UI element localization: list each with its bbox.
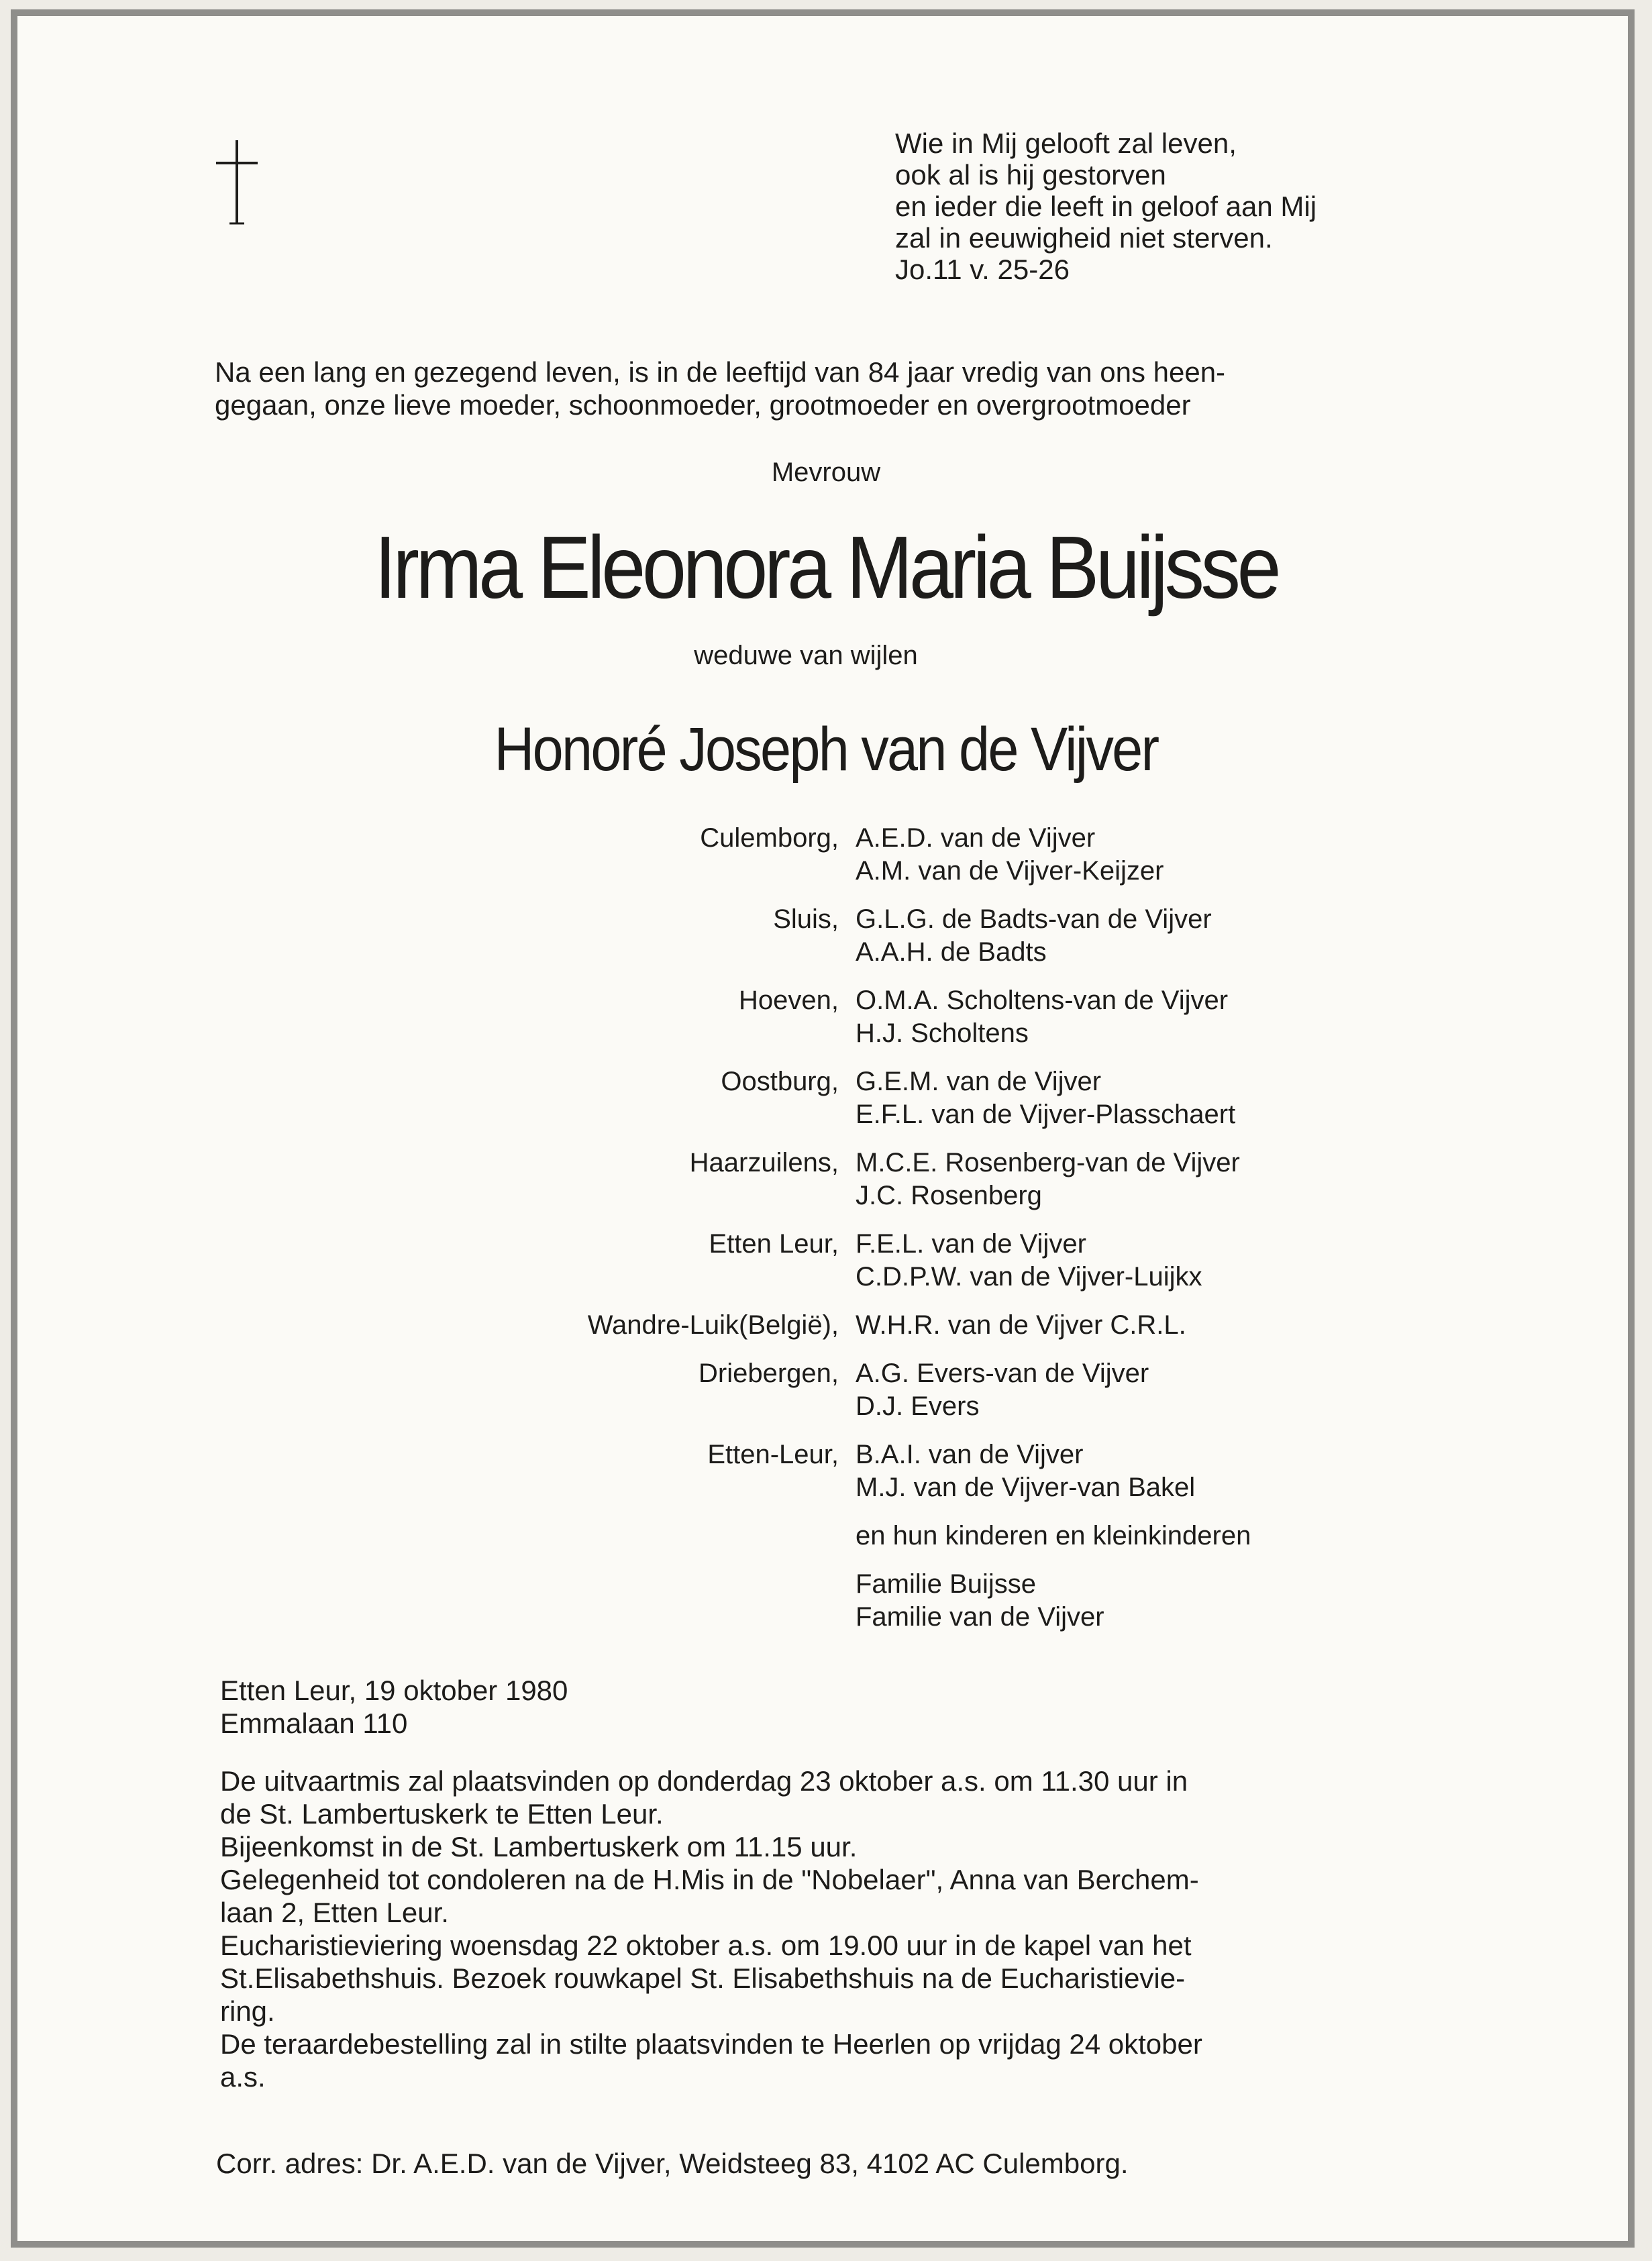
- family-place: Oostburg,: [721, 1067, 839, 1096]
- family-name: A.M. van de Vijver-Keijzer: [856, 856, 1164, 886]
- family-entry: [0, 984, 1652, 1050]
- funeral-arrangements: [220, 1765, 1202, 2093]
- spouse-name: Honoré Joseph van de Vijver: [494, 715, 1158, 784]
- family-name: M.J. van de Vijver-van Bakel: [856, 1473, 1196, 1502]
- extended-family-entry: [0, 1568, 1652, 1634]
- family-entry: [0, 822, 1652, 888]
- extended-family-line: Familie Buijsse: [856, 1569, 1036, 1599]
- honorific: Mevrouw: [771, 458, 881, 487]
- family-name: F.E.L. van de Vijver: [856, 1229, 1086, 1259]
- family-place: Driebergen,: [698, 1359, 839, 1388]
- verse-reference: Jo.11 v. 25-26: [895, 254, 1070, 285]
- verse-line: ook al is hij gestorven: [895, 159, 1166, 191]
- place-date-line: Etten Leur, 19 oktober 1980: [220, 1675, 568, 1706]
- verse-line: zal in eeuwigheid niet sterven.: [895, 222, 1273, 254]
- arrangement-line: de St. Lambertuskerk te Etten Leur.: [220, 1798, 664, 1830]
- verse-line: en ieder die leeft in geloof aan Mij: [895, 191, 1317, 222]
- family-name: J.C. Rosenberg: [856, 1181, 1042, 1210]
- family-entry: [0, 1147, 1652, 1212]
- family-place: Wandre-Luik(België),: [587, 1310, 839, 1340]
- arrangement-line: De teraardebestelling zal in stilte plaatsvinden te Heerlen op vrijdag 24 oktober: [220, 2028, 1202, 2060]
- family-entry: [0, 1228, 1652, 1294]
- deceased-name: Irma Eleonora Maria Buijsse: [374, 518, 1278, 617]
- family-name: W.H.R. van de Vijver C.R.L.: [856, 1310, 1186, 1340]
- family-entry: [0, 1065, 1652, 1131]
- family-entry: [0, 1309, 1652, 1342]
- family-name: A.G. Evers-van de Vijver: [856, 1359, 1149, 1388]
- verse-line: Wie in Mij gelooft zal leven,: [895, 127, 1237, 159]
- arrangement-line: laan 2, Etten Leur.: [220, 1897, 449, 1928]
- family-name: C.D.P.W. van de Vijver-Luijkx: [856, 1262, 1202, 1292]
- family-place: Culemborg,: [700, 823, 839, 853]
- family-name: B.A.I. van de Vijver: [856, 1440, 1084, 1469]
- grandchildren-line: en hun kinderen en kleinkinderen: [856, 1521, 1251, 1550]
- family-name: D.J. Evers: [856, 1391, 980, 1421]
- arrangement-line: De uitvaartmis zal plaatsvinden op donderdag 23 oktober a.s. om 11.30 uur in: [220, 1765, 1188, 1797]
- arrangement-line: a.s.: [220, 2061, 266, 2093]
- intro-text: [215, 356, 1225, 421]
- correspondence-address: Corr. adres: Dr. A.E.D. van de Vijver, Weidsteeg 83, 4102 AC Culemborg.: [216, 2148, 1129, 2179]
- family-name: M.C.E. Rosenberg-van de Vijver: [856, 1148, 1240, 1177]
- family-list: [0, 822, 1652, 1649]
- family-name: A.A.H. de Badts: [856, 937, 1047, 967]
- intro-line: gegaan, onze lieve moeder, schoonmoeder, grootmoeder en overgrootmoeder: [215, 389, 1191, 421]
- extended-family-line: Familie van de Vijver: [856, 1602, 1104, 1632]
- family-name: G.E.M. van de Vijver: [856, 1067, 1102, 1096]
- arrangement-line: St.Elisabethshuis. Bezoek rouwkapel St. Elisabethshuis na de Eucharistievie-: [220, 1962, 1186, 1994]
- arrangement-line: ring.: [220, 1995, 275, 2027]
- family-name: E.F.L. van de Vijver-Plasschaert: [856, 1100, 1236, 1129]
- arrangement-line: Eucharistieviering woensdag 22 oktober a.s. om 19.00 uur in de kapel van het: [220, 1930, 1192, 1961]
- family-name: G.L.G. de Badts-van de Vijver: [856, 904, 1212, 934]
- family-place: Etten-Leur,: [707, 1440, 839, 1469]
- family-entry: [0, 1357, 1652, 1423]
- family-name: O.M.A. Scholtens-van de Vijver: [856, 986, 1229, 1015]
- family-entry: [0, 903, 1652, 969]
- family-name: A.E.D. van de Vijver: [856, 823, 1096, 853]
- arrangement-line: Bijeenkomst in de St. Lambertuskerk om 11.15 uur.: [220, 1831, 858, 1862]
- family-place: Etten Leur,: [709, 1229, 839, 1259]
- intro-line: Na een lang en gezegend leven, is in de leeftijd van 84 jaar vredig van ons heen-: [215, 356, 1226, 388]
- cross-icon: [213, 138, 260, 225]
- widow-of: weduwe van wijlen: [694, 641, 918, 670]
- family-name: H.J. Scholtens: [856, 1018, 1029, 1048]
- arrangement-line: Gelegenheid tot condoleren na de H.Mis in de "Nobelaer", Anna van Berchem-: [220, 1864, 1199, 1895]
- family-place: Haarzuilens,: [689, 1148, 839, 1177]
- family-place: Sluis,: [773, 904, 839, 934]
- place-date: [220, 1674, 568, 1740]
- bible-verse: [895, 127, 1317, 285]
- family-place: Hoeven,: [739, 986, 839, 1015]
- address-line: Emmalaan 110: [220, 1707, 408, 1739]
- grandchildren-entry: [0, 1520, 1652, 1553]
- family-entry: [0, 1438, 1652, 1504]
